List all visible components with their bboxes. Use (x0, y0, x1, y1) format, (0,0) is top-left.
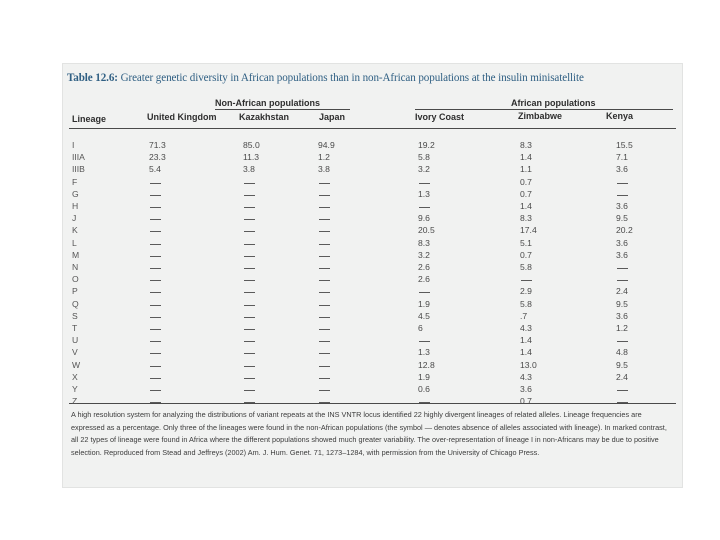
absent-dash (150, 268, 161, 269)
cell-zw: 5.8 (520, 298, 532, 309)
ivory-coast-header: Ivory Coast (415, 112, 465, 122)
absent-dash (319, 402, 330, 403)
cell-ic: 1.3 (418, 188, 430, 199)
african-group-rule (415, 109, 673, 110)
absent-dash (617, 268, 628, 269)
absent-dash (244, 353, 255, 354)
table-number: Table 12.6: (67, 72, 118, 84)
cell-zw: 1.1 (520, 164, 532, 175)
header-rule (69, 128, 676, 129)
absent-dash (244, 390, 255, 391)
lineage-label: I (72, 140, 75, 150)
lineage-label: IIIA (72, 152, 85, 163)
cell-zw: 0.7 (520, 188, 532, 199)
absent-dash (150, 183, 161, 184)
cell-ic: 5.8 (418, 152, 430, 163)
cell-zw: 5.8 (520, 262, 532, 272)
cell-ic: 2.6 (418, 262, 430, 272)
cell-ke: 9.5 (616, 213, 628, 224)
cell-ke: 7.1 (616, 152, 628, 163)
cell-zw: 5.1 (520, 237, 532, 248)
cell-zw: 3.6 (520, 384, 532, 394)
lineage-label: P (72, 286, 78, 297)
cell-zw: 17.4 (520, 225, 537, 236)
absent-dash (419, 292, 430, 293)
cell-kz: 85.0 (243, 140, 260, 150)
absent-dash (319, 231, 330, 232)
absent-dash (150, 280, 161, 281)
lineage-label: W (72, 359, 81, 370)
cell-zw: 1.4 (520, 347, 532, 358)
absent-dash (150, 378, 161, 379)
absent-dash (319, 329, 330, 330)
table-caption: A high resolution system for analyzing the distributions of variant repeats at the INS VNTR locus identified 22 highly divergent lineages of related alleles. Lineage frequencies are expressed as a percentage. Only three of the lineages were found in the non-African populations (the symbol — denotes absence of alleles associated with lineage). In marked contrast, all 22 types of lineage were found in Africa where the different populations showed much greater variability. The over-representation of lineage I in non-Africans may be due to positive selection. Reproduced from Stead and Jeffreys (2002) Am. J. Hum. Genet. 71, 1273–1284, with permission from the University of Chicago Press. (71, 410, 667, 457)
absent-dash (150, 317, 161, 318)
cell-zw: 1.4 (520, 201, 532, 211)
cell-ke: 2.4 (616, 371, 628, 382)
absent-dash (150, 402, 161, 403)
absent-dash (244, 366, 255, 367)
absent-dash (617, 390, 628, 391)
lineage-label: O (72, 274, 79, 285)
absent-dash (150, 390, 161, 391)
absent-dash (419, 341, 430, 342)
cell-zw: 1.4 (520, 335, 532, 346)
cell-ke: 3.6 (616, 249, 628, 260)
absent-dash (521, 280, 532, 281)
absent-dash (244, 402, 255, 403)
lineage-label: M (72, 249, 80, 260)
cell-ke: 4.8 (616, 347, 628, 358)
absent-dash (244, 183, 255, 184)
absent-dash (150, 292, 161, 293)
absent-dash (150, 207, 161, 208)
cell-ke: 3.6 (616, 164, 628, 175)
cell-ic: 4.5 (418, 310, 430, 321)
cell-ic: 2.6 (418, 274, 430, 285)
absent-dash (617, 402, 628, 403)
absent-dash (617, 183, 628, 184)
lineage-label: F (72, 176, 78, 187)
absent-dash (319, 183, 330, 184)
cell-ke: 2.4 (616, 286, 628, 297)
cell-zw: 2.9 (520, 286, 532, 297)
uk-header: United Kingdom (147, 112, 217, 122)
absent-dash (244, 256, 255, 257)
cell-zw: .7 (520, 310, 528, 321)
absent-dash (617, 341, 628, 342)
absent-dash (319, 390, 330, 391)
cell-ic: 1.3 (418, 347, 430, 358)
absent-dash (150, 219, 161, 220)
cell-ic: 12.8 (418, 359, 435, 370)
cell-jp: 94.9 (318, 140, 335, 150)
absent-dash (244, 280, 255, 281)
cell-ic: 1.9 (418, 371, 430, 382)
absent-dash (150, 256, 161, 257)
absent-dash (319, 244, 330, 245)
absent-dash (319, 268, 330, 269)
cell-zw: 1.4 (520, 152, 532, 163)
cell-ic: 6 (418, 323, 423, 333)
cell-ic: 3.2 (418, 249, 430, 260)
cell-ke: 3.6 (616, 201, 628, 211)
absent-dash (319, 317, 330, 318)
cell-ic: 20.5 (418, 225, 435, 236)
lineage-header: Lineage (72, 114, 107, 124)
absent-dash (319, 353, 330, 354)
lineage-label: L (72, 237, 77, 248)
table-title (67, 72, 681, 84)
cell-ke: 9.5 (616, 298, 628, 309)
lineage-label: K (72, 225, 78, 236)
lineage-label: H (72, 201, 79, 211)
table-page (62, 63, 683, 488)
cell-ke: 9.5 (616, 359, 628, 370)
cell-jp: 1.2 (318, 152, 330, 163)
absent-dash (150, 305, 161, 306)
absent-dash (150, 195, 161, 196)
cell-zw: 8.3 (520, 213, 532, 224)
cell-ke: 3.6 (616, 237, 628, 248)
cell-ic: 3.2 (418, 164, 430, 175)
cell-zw: 4.3 (520, 323, 532, 333)
lineage-label: Z (72, 396, 78, 407)
absent-dash (319, 378, 330, 379)
absent-dash (244, 195, 255, 196)
absent-dash (419, 207, 430, 208)
cell-zw: 0.7 (520, 176, 532, 187)
absent-dash (319, 292, 330, 293)
kazakhstan-header: Kazakhstan (239, 112, 290, 122)
absent-dash (150, 244, 161, 245)
lineage-label: T (72, 323, 78, 333)
absent-dash (244, 292, 255, 293)
absent-dash (244, 231, 255, 232)
cell-zw: 4.3 (520, 371, 532, 382)
lineage-label: S (72, 310, 78, 321)
cell-ke: 15.5 (616, 140, 633, 150)
cell-ke: 20.2 (616, 225, 633, 236)
non-african-group-rule (215, 109, 350, 110)
absent-dash (244, 244, 255, 245)
absent-dash (319, 341, 330, 342)
absent-dash (319, 256, 330, 257)
absent-dash (419, 402, 430, 403)
absent-dash (319, 219, 330, 220)
cell-ic: 1.9 (418, 298, 430, 309)
lineage-label: G (72, 188, 79, 199)
cell-jp: 3.8 (318, 164, 330, 175)
african-group-header: African populations (511, 98, 596, 108)
lineage-label: Q (72, 298, 79, 309)
absent-dash (150, 231, 161, 232)
cell-zw: 0.7 (520, 249, 532, 260)
cell-ic: 19.2 (418, 140, 435, 150)
cell-ic: 8.3 (418, 237, 430, 248)
absent-dash (319, 195, 330, 196)
cell-uk: 23.3 (149, 152, 166, 163)
cell-ic: 0.6 (418, 384, 430, 394)
cell-ke: 3.6 (616, 310, 628, 321)
absent-dash (150, 366, 161, 367)
lineage-label: U (72, 335, 79, 346)
lineage-label: Y (72, 384, 78, 394)
absent-dash (244, 219, 255, 220)
absent-dash (244, 305, 255, 306)
absent-dash (319, 366, 330, 367)
table-title-text: Greater genetic diversity in African populations than in non-African populations at the insulin minisatellite (120, 72, 584, 84)
zimbabwe-header: Zimbabwe (518, 111, 563, 121)
lineage-label: J (72, 213, 77, 224)
absent-dash (617, 280, 628, 281)
absent-dash (244, 341, 255, 342)
absent-dash (244, 378, 255, 379)
kenya-header: Kenya (606, 111, 634, 121)
cell-ke: 1.2 (616, 323, 628, 333)
cell-zw: 0.7 (520, 396, 532, 407)
cell-zw: 13.0 (520, 359, 537, 370)
japan-header: Japan (319, 112, 346, 122)
non-african-group-header: Non-African populations (215, 98, 320, 108)
absent-dash (244, 268, 255, 269)
lineage-label: IIIB (72, 164, 85, 175)
lineage-label: X (72, 371, 78, 382)
absent-dash (244, 317, 255, 318)
absent-dash (617, 195, 628, 196)
absent-dash (150, 329, 161, 330)
cell-uk: 5.4 (149, 164, 161, 175)
lineage-label: V (72, 347, 78, 358)
absent-dash (419, 183, 430, 184)
absent-dash (150, 341, 161, 342)
absent-dash (319, 305, 330, 306)
absent-dash (319, 207, 330, 208)
absent-dash (150, 353, 161, 354)
absent-dash (319, 280, 330, 281)
cell-zw: 8.3 (520, 140, 532, 150)
cell-ic: 9.6 (418, 213, 430, 224)
cell-uk: 71.3 (149, 140, 166, 150)
absent-dash (244, 329, 255, 330)
cell-kz: 3.8 (243, 164, 255, 175)
lineage-label: N (72, 262, 79, 272)
cell-kz: 11.3 (243, 152, 260, 163)
absent-dash (244, 207, 255, 208)
